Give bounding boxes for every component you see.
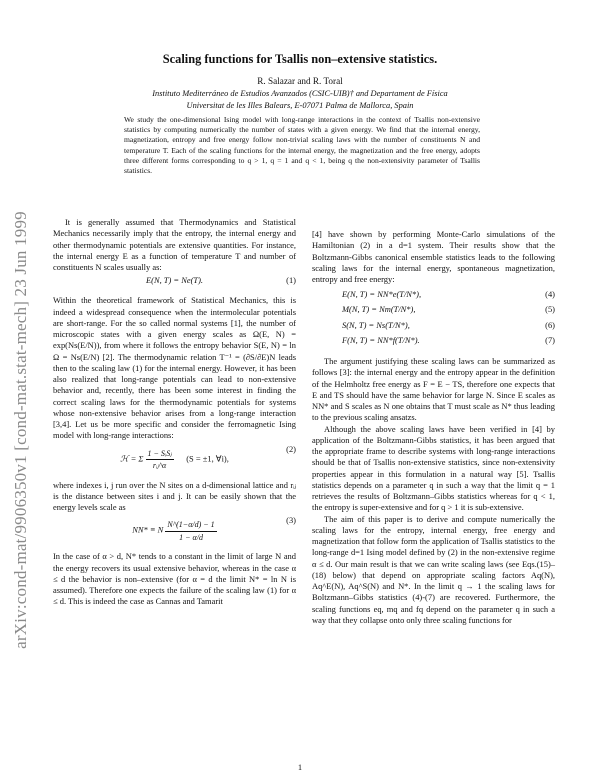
paper-title: Scaling functions for Tsallis non–extensive statistics. [162,52,438,66]
equation-row [312,320,555,335]
fraction-numerator: N^(1−α/d) − 1 [165,519,216,531]
paper-affiliation [60,88,540,112]
equation-number: (6) [545,319,555,330]
equation-body: E(N, T) = Ne(T). [145,275,204,286]
equation-body: M(N, T) = Nm(T/N*), [342,304,416,315]
paragraph: where indexes i, j run over the N sites on a d-dimensional lattice and rᵢⱼ is the distance between sites i and j. It can be easily shown that the energy levels scale as [53,479,296,512]
scaling-equations [312,289,555,350]
page-number: 1 [297,762,303,772]
equation-number: (1) [286,275,296,286]
equation-number: (5) [545,304,555,315]
equation-number: (3) [286,515,296,526]
equation-row [312,335,555,350]
paragraph: It is generally assumed that Thermodynamics and Statistical Mechanics necessarily imply that the entropy, the internal energy and other thermodynamic potentials are extensive quantities. For instance, the internal energy E as a function of temperature T and number of constituents N scales usually as: [53,217,296,272]
paper-authors: R. Salazar and R. Toral [257,76,343,86]
paragraph: [4] have shown by performing Monte-Carlo simulations of the Hamiltonian (2) in a d=1 system. Their results show that the Boltzmann-Gibbs canonical ensemble statistics leads to the following scaling laws for the internal energy, spontaneous magnetization, entropy and free energy: [312,229,555,284]
equation-3 [53,515,296,549]
equation-body: F(N, T) = NN*f(T/N*). [342,334,420,345]
fraction-numerator: 1 − SᵢSⱼ [146,448,174,460]
equation-number: (2) [286,443,296,454]
fraction [165,519,216,543]
paragraph: Within the theoretical framework of Statistical Mechanics, this is indeed a widespread consequence when the intermolecular potentials are short-range. For the so called normal systems [1], the number of microscopic states with a given energy scales as Ω(E, N) = exp(Ns(E/N)), from where it follows the entropy behavior S(E, N) = ln Ω = Ns(E/N) [2]. The thermodynamic relation T⁻¹ = (∂S/∂E)N leads then to the scaling law (1) for the internal energy. However, it has been also realized that long-range potentials can lead to non-extensive behavior and, recently, there has been some interest in finding the correct scaling laws for the thermodynamic potentials for systems whose non-extensive behavior arises from a long-range interaction [3,4]. Let us be more specific and consider the ferromagnetic Ising model with long-range interactions: [53,295,296,441]
fraction-denominator: 1 − α/d [179,532,203,542]
equation-2 [53,444,296,478]
equation-number: (4) [545,289,555,300]
fraction [146,448,174,472]
equation-body [120,448,229,472]
equation-row [312,289,555,304]
hamiltonian-lhs: ℋ = Σ [120,453,144,464]
equation-body: S(N, T) = Ns(T/N*), [342,319,410,330]
paragraph: The argument justifying these scaling laws can be summarized as follows [3]: the internal energy and the entropy appear in the definition of the Helmholtz free energy as F = E − TS, therefore one expects that E and TS should have the same behavior for large N. Since E scales as NN* and S scales as N one obtains that T must scale as N* thus leading to the previous scaling ansatzs. [312,356,555,423]
arxiv-identifier[interactable]: arXiv:cond-mat/9906350v1 [cond-mat.stat-mech] 23 Jun 1999 [11,211,30,649]
equation-1 [53,275,296,293]
equation-number: (7) [545,334,555,345]
abstract: We study the one-dimensional Ising model with long-range interactions in the context of Tsallis non-extensive statistics by computing numerically the number of states with a given energy. We find that the internal energy, magnetization, entropy and free energy follow non-trivial scaling laws with the number of constituents N and temperature T. Each of the scaling functions for the internal energy, the magnetization and the free energy, adopts three different forms corresponding to q > 1, q = 1 and q < 1, being q the non-extensivity parameter of Tsallis statistics. [124,115,480,176]
equation-body [132,519,216,543]
paragraph: In the case of α > d, N* tends to a constant in the limit of large N and the energy recovers its usual extensive behavior, whereas in the case α ≤ d the behavior is non–extensive (for α = d the limit N* = ln N is assumed). Therefore one expects the failure of the scaling law (1) for α ≤ d. This is indeed the case as Cannas and Tamarit [53,551,296,607]
affiliation-line-1: Instituto Mediterráneo de Estudios Avanzados (CSIC-UIB)† and Departament de Física [152,89,448,98]
equation-condition: (S = ±1, ∀i), [186,453,229,464]
scaling-lhs: NN* ≡ N [132,524,164,535]
arxiv-sidebar-stamp [6,150,36,710]
equation-row [312,304,555,319]
right-column [312,229,555,626]
affiliation-line-2: Universitat de les Illes Balears, E-07071 Palma de Mallorca, Spain [186,101,414,110]
equation-body: E(N, T) = NN*e(T/N*), [342,289,422,300]
left-column [53,217,296,608]
paragraph: The aim of this paper is to derive and compute numerically the scaling laws for the entropy, internal energy, free energy and magnetization that follow form the application of Tsallis statistics to the long-range d=1 Ising model defined by (2) in the non-extensive regime α ≤ d. Our main result is that we can write scaling laws (see Eqs.(15)–(18) below) that depend on appropriate scaling factors Aq(N), Aq^E(N), Aq^S(N) and N*. In the limit q → 1 the scaling laws for Boltzmann–Gibbs statistics (4)-(7) are recovered. Furthermore, the scaling functions eq, mq and fq depend on the parameter q in such a way that they collapse onto only three scaling functions for [312,513,555,625]
fraction-denominator: rᵢⱼ^α [152,460,167,470]
paragraph: Although the above scaling laws have been verified in [4] by application of the Boltzmann-Gibbs statistics, it has been argued that the appropriate frame to describe systems with long-range interactions should be that of Tsallis non-extensive statistics, since non-extensivity properties appear in this formulation in a natural way [5]. Tsallis statistics depends on a parameter q in such a way that the limit q = 1 retrieves the results of Boltzmann–Gibbs statistics whereas for q < 1, the entropy is super-extensive and for q > 1 it is sub-extensive. [312,423,555,513]
